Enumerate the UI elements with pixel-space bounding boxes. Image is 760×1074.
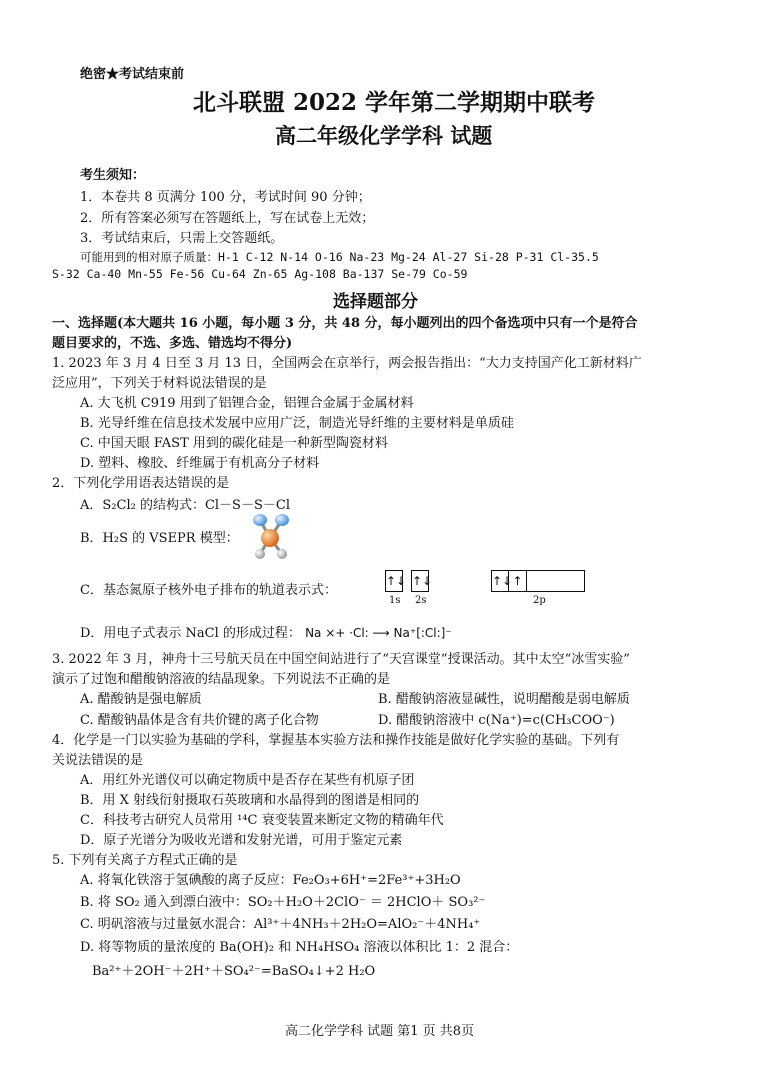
option-a: A. 醋酸钠是强电解质 (80, 692, 202, 707)
option-c: C．基态氮原子核外电子排布的轨道表示式： (80, 583, 337, 598)
option-d: D．原子光谱分为吸收光谱和发射光谱，可用于鉴定元素 (80, 833, 403, 848)
orbital-2p (491, 570, 585, 592)
option-b: B．H₂S 的 VSEPR 模型： (80, 531, 239, 546)
notice-item: 3．考试结束后，只需上交答题纸。 (80, 231, 284, 246)
question-stem: 演示了过饱和醋酸钠溶液的结晶现象。下列说法不正确的是 (52, 672, 391, 687)
option-b: B. 醋酸钠溶液显碱性，说明醋酸是弱电解质 (378, 692, 630, 707)
option-d: D. 醋酸钠溶液中 c(Na⁺)=c(CH₃COO⁻) (378, 713, 615, 728)
notice-heading: 考生须知： (80, 168, 146, 183)
part-heading: 题目要求的，不选、多选、错选均不得分) (52, 336, 293, 351)
orbital-box (527, 570, 585, 592)
atomic-mass-line: 可能用到的相对原子质量：H-1 C-12 N-14 O-16 Na-23 Mg-24 Al-27 Si-28 P-31 Cl-35.5 (80, 250, 599, 264)
section-title: 选择题部分 (333, 292, 418, 312)
question-stem: 3. 2022 年 3 月，神舟十三号航天员在中国空间站进行了“天宫课堂”授课活动。其中太空“冰雪实验” (52, 652, 630, 667)
option-c: C. 中国天眼 FAST 用到的碳化硅是一种新型陶瓷材料 (80, 436, 388, 451)
option-c: C. 明矾溶液与过量氨水混合：Al³⁺＋4NH₃＋2H₂O=AlO₂⁻＋4NH₄⁺ (80, 917, 481, 932)
option-b: B. 光导纤维在信息技术发展中应用广泛，制造光导纤维的主要材料是单质硅 (80, 416, 514, 431)
option-b: B. 将 SO₂ 通入到漂白液中：SO₂＋H₂O＋2ClO⁻ ＝ 2HClO＋ SO₃²⁻ (80, 895, 486, 910)
option-a: A. 将氧化铁溶于氢碘酸的离子反应：Fe₂O₃+6H⁺=2Fe³⁺+3H₂O (80, 873, 461, 888)
atomic-mass-line: S-32 Ca-40 Mn-55 Fe-56 Cu-64 Zn-65 Ag-108 Ba-137 Se-79 Co-59 (52, 267, 468, 281)
question-stem: 5. 下列有关离子方程式正确的是 (52, 853, 238, 868)
option-d: D. 塑料、橡胶、纤维属于有机高分子材料 (80, 456, 320, 471)
option-label: A． (80, 498, 103, 513)
question-stem: 2．下列化学用语表达错误的是 (52, 476, 230, 491)
question-stem: 4．化学是一门以实验为基础的学科，掌握基本实验方法和操作技能是做好化学实验的基础。下列有 (52, 733, 620, 748)
page-subtitle: 高二年级化学学科 试题 (275, 123, 493, 148)
structure-formula: S₂Cl₂ 的结构式：Cl－S－S－Cl (102, 498, 290, 513)
electron-formula: Na ×+ ·Cl: ⟶ Na⁺[:Cl:]⁻ (305, 626, 452, 640)
vsepr-model-icon (246, 510, 306, 562)
orbital-1s: ↑↓ (385, 570, 403, 592)
orbital-label: 2p (533, 595, 546, 606)
question-stem: 关说法错误的是 (52, 753, 144, 768)
option-text: D．用电子式表示 NaCl 的形成过程： (80, 626, 301, 641)
option-c: C. 醋酸钠晶体是含有共价键的离子化合物 (80, 713, 319, 728)
orbital-2s: ↑↓ (411, 570, 429, 592)
page-title: 北斗联盟 2022 学年第二学期期中联考 (193, 89, 596, 116)
secret-label: 绝密★考试结束前 (80, 67, 185, 82)
option-d (80, 622, 452, 641)
part-heading: 一、选择题(本大题共 16 小题，每小题 3 分，共 48 分，每小题列出的四个备选项中只有一个是符合 (52, 316, 638, 331)
option-b: B．用 X 射线衍射摄取石英玻璃和水晶得到的图谱是相同的 (80, 793, 420, 808)
option-c: C．科技考古研究人员常用 ¹⁴C 衰变装置来断定文物的精确年代 (80, 813, 444, 828)
question-stem: 泛应用”，下列关于材料说法错误的是 (52, 376, 267, 391)
equation: Ba²⁺＋2OH⁻＋2H⁺＋SO₄²⁻=BaSO₄↓+2 H₂O (92, 964, 376, 979)
notice-item: 1．本卷共 8 页满分 100 分，考试时间 90 分钟； (80, 190, 371, 205)
orbital-label: 2s (415, 595, 427, 606)
notice-item: 2．所有答案必须写在答题纸上，写在试卷上无效； (80, 211, 375, 226)
question-stem: 1. 2023 年 3 月 4 日至 3 月 13 日，全国两会在京举行，两会报告指出：“大力支持国产化工新材料广 (52, 356, 642, 371)
option-a: A．用红外光谱仪可以确定物质中是否存在某些有机原子团 (80, 773, 415, 788)
option-d: D. 将等物质的量浓度的 Ba(OH)₂ 和 NH₄HSO₄ 溶液以体积比 1：2 混合： (80, 940, 519, 955)
orbital-box: ↑ (509, 570, 527, 592)
orbital-box: ↑↓ (491, 570, 509, 592)
orbital-label: 1s (389, 595, 401, 606)
page-footer: 高二化学学科 试题 第1 页 共8页 (285, 1024, 475, 1039)
option-a: A. 大飞机 C919 用到了铝锂合金，铝锂合金属于金属材料 (80, 396, 414, 411)
